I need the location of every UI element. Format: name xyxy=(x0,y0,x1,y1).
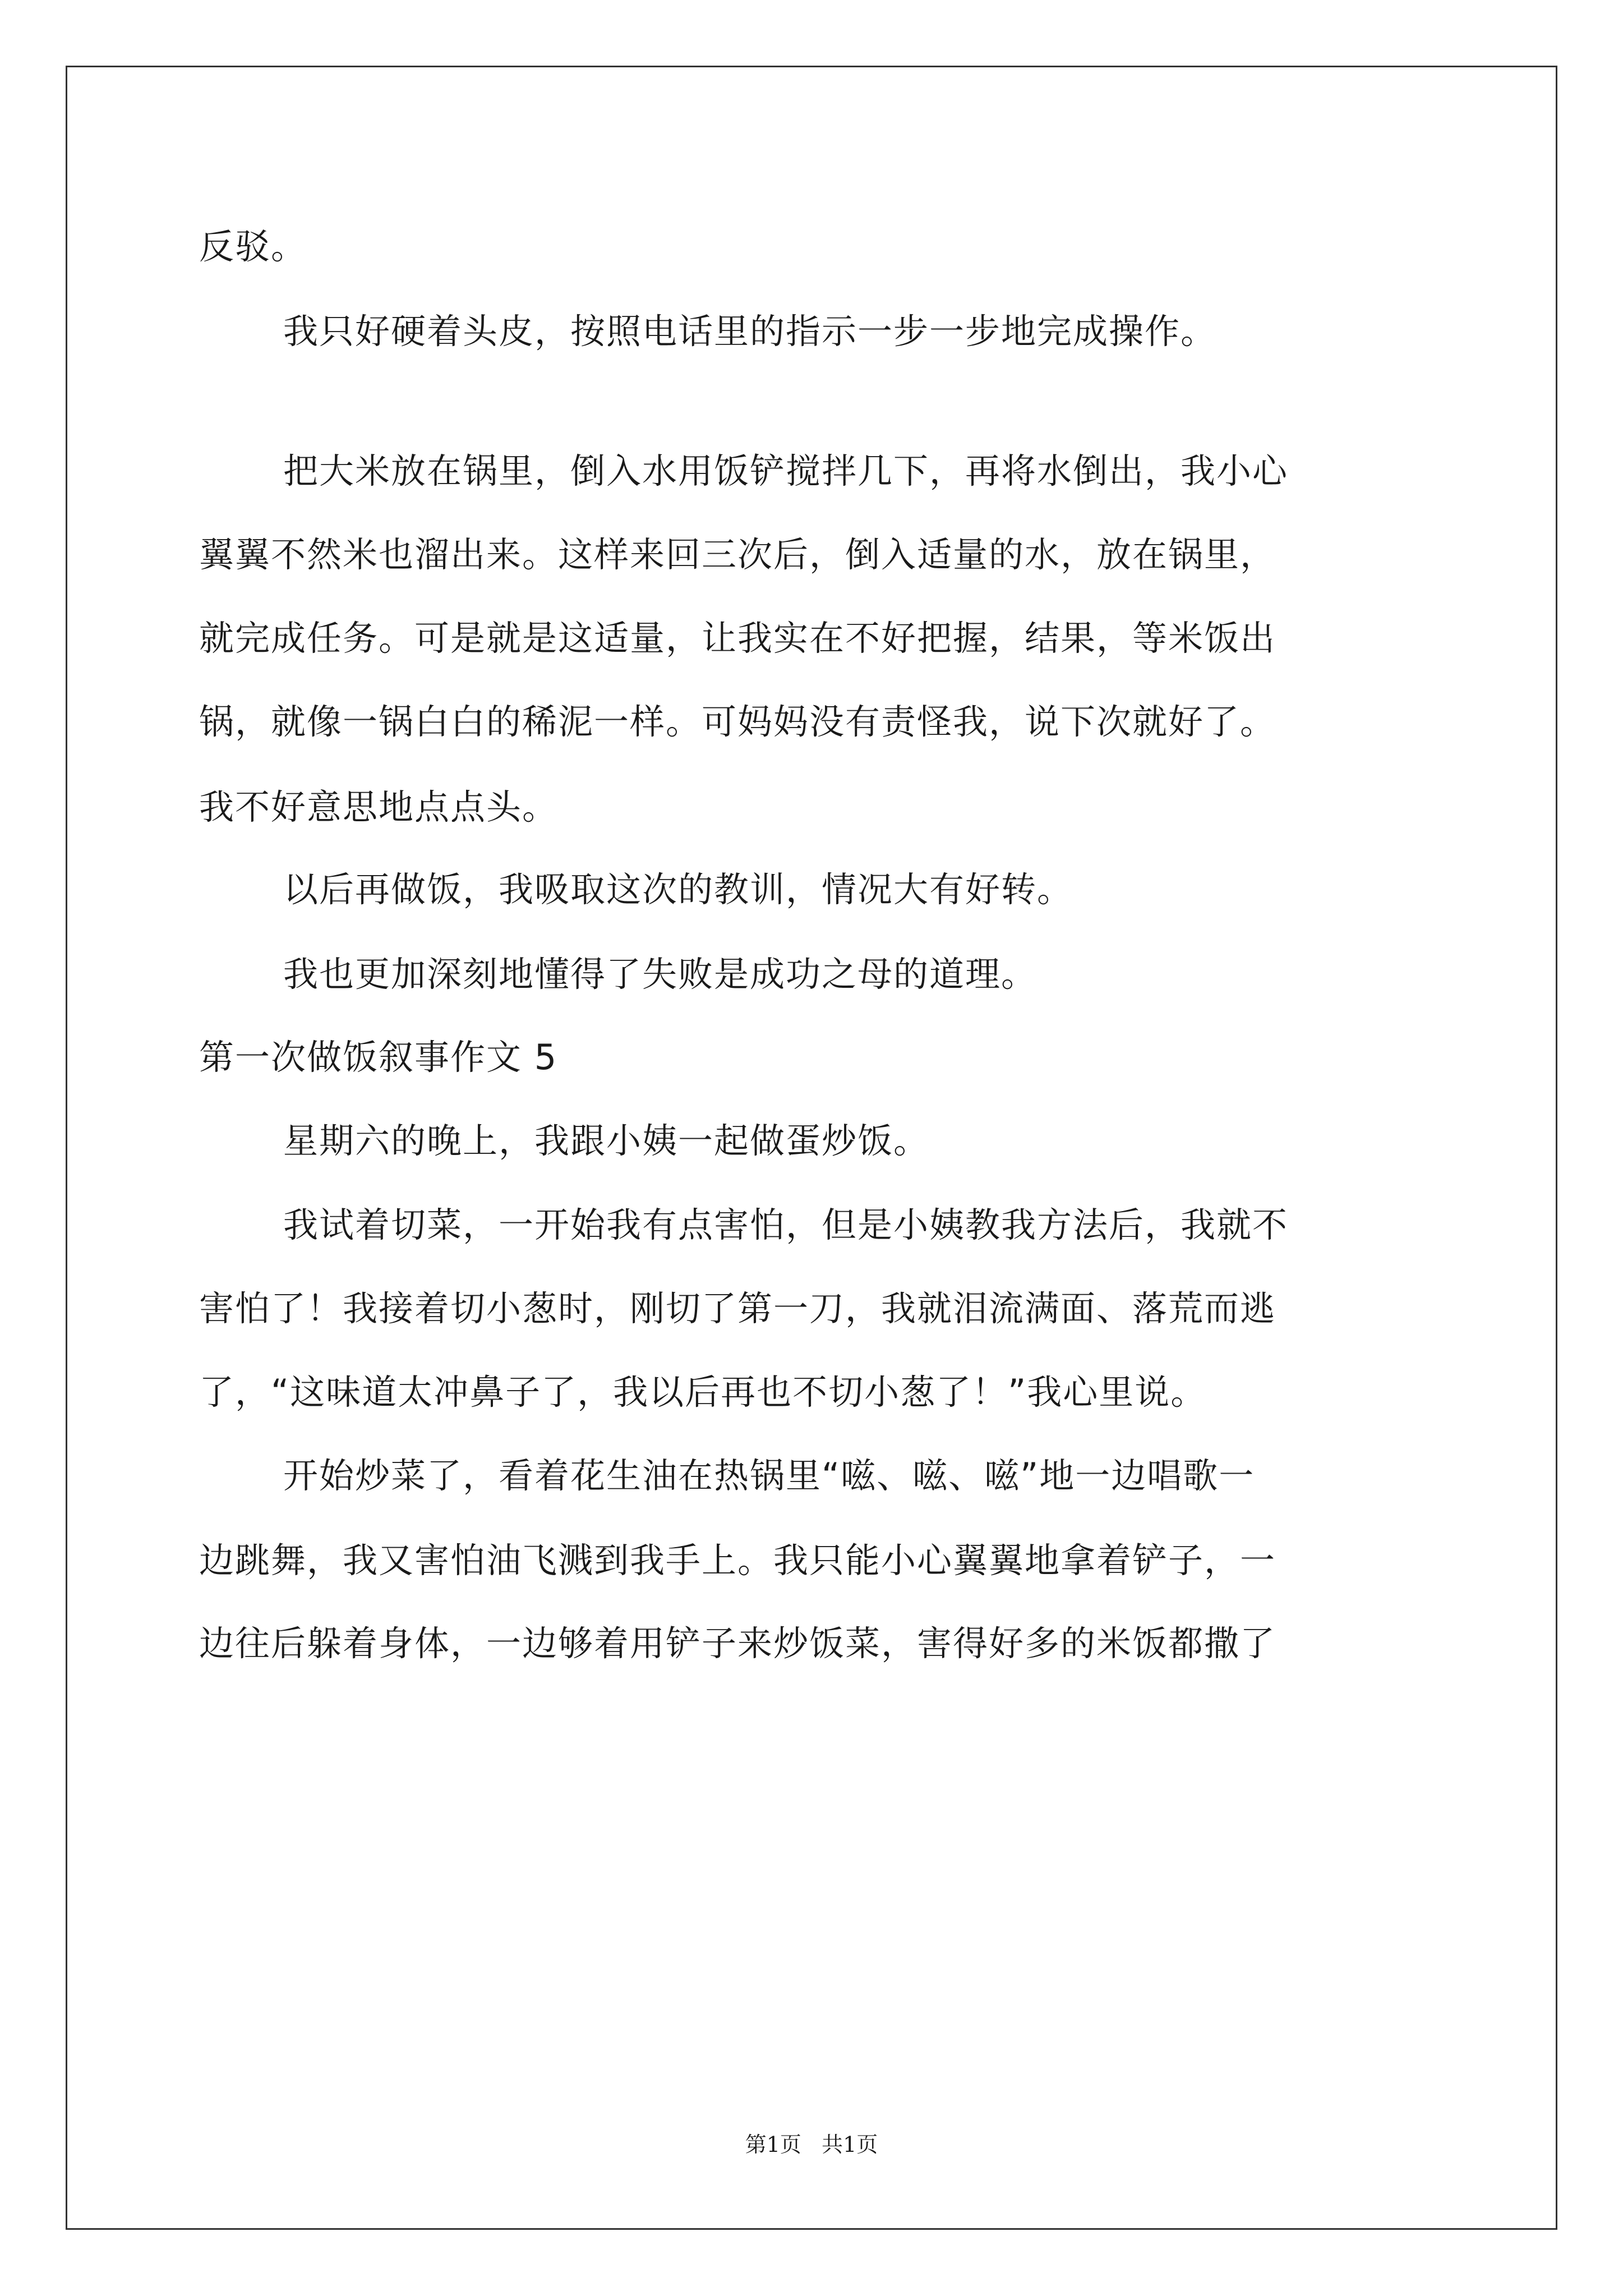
text-line-17: 边往后躲着身体，一边够着用铲子来炒饭菜，害得好多的米饭都撒了 xyxy=(199,1623,1276,1664)
text-line-4: 翼翼不然米也溜出来。这样来回三次后，倒入适量的水，放在锅里， xyxy=(199,534,1276,575)
text-line-2: 我只好硬着头皮，按照电话里的指示一步一步地完成操作。 xyxy=(283,311,1217,352)
text-line-14: 了，“这味道太冲鼻子了，我以后再也不切小葱了！”我心里说。 xyxy=(199,1372,1207,1412)
text-line-6: 锅，就像一锅白白的稀泥一样。可妈妈没有责怪我，说下次就好了。 xyxy=(199,701,1276,742)
text-line-1: 反驳。 xyxy=(199,226,307,267)
text-line-12: 我试着切菜，一开始我有点害怕，但是小姨教我方法后，我就不 xyxy=(283,1204,1289,1245)
text-line-13: 害怕了！我接着切小葱时，刚切了第一刀，我就泪流满面、落荒而逃 xyxy=(199,1288,1276,1329)
section-title: 第一次做饭叙事作文 5 xyxy=(199,1037,558,1078)
text-line-7: 我不好意思地点点头。 xyxy=(199,786,559,827)
text-line-11: 星期六的晚上，我跟小姨一起做蛋炒饭。 xyxy=(283,1120,930,1161)
text-line-8: 以后再做饭，我吸取这次的教训，情况大有好转。 xyxy=(283,869,1073,910)
text-line-16: 边跳舞，我又害怕油飞溅到我手上。我只能小心翼翼地拿着铲子，一 xyxy=(199,1540,1276,1581)
text-line-9: 我也更加深刻地懂得了失败是成功之母的道理。 xyxy=(283,954,1038,995)
text-line-15: 开始炒菜了，看着花生油在热锅里“嗞、嗞、嗞”地一边唱歌一 xyxy=(283,1455,1255,1496)
text-line-3: 把大米放在锅里，倒入水用饭铲搅拌几下，再将水倒出，我小心 xyxy=(283,450,1289,491)
page-footer: 第1页 共1页 xyxy=(745,2132,878,2157)
text-line-5: 就完成任务。可是就是这适量，让我实在不好把握，结果，等米饭出 xyxy=(199,618,1276,659)
